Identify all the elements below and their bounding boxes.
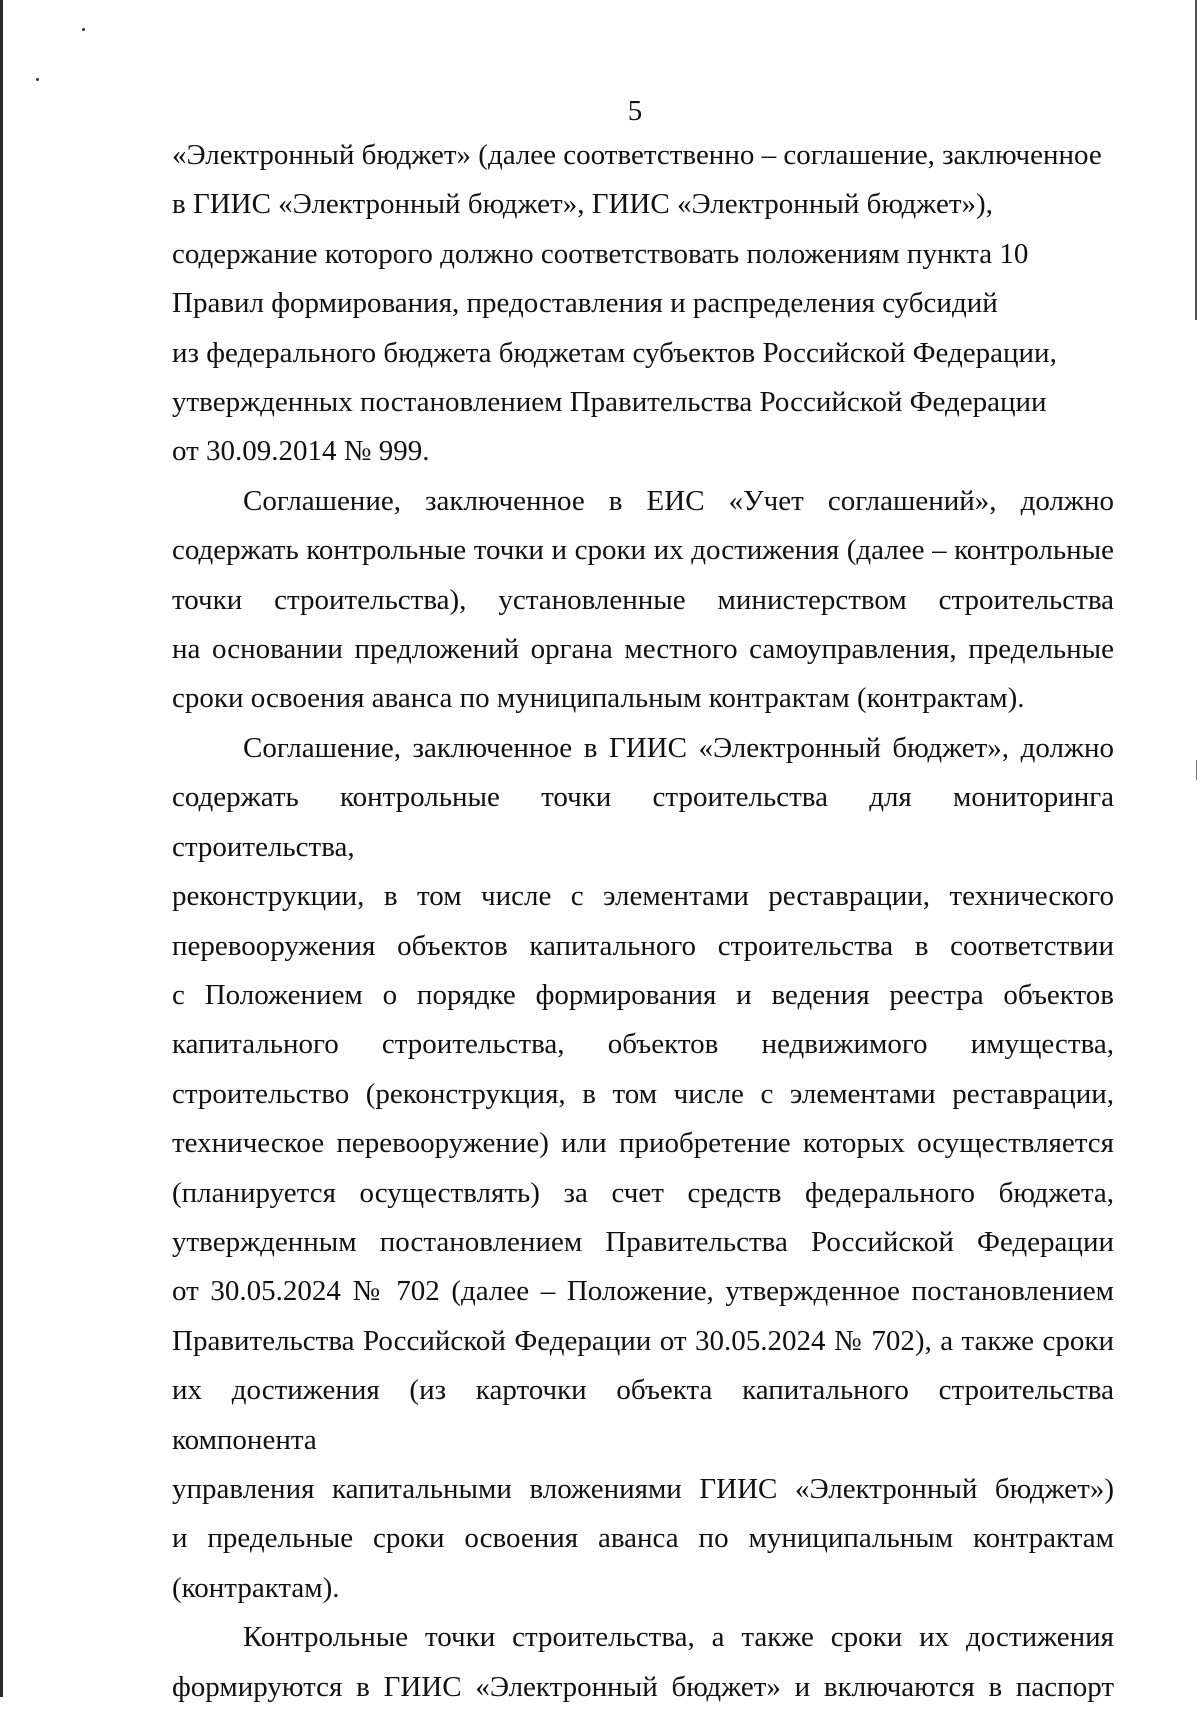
text-line: сроки освоения аванса по муниципальным контрактам (контрактам). [172,682,1025,715]
scan-speck [36,78,39,81]
text-line: на основании предложений органа местного самоуправления, предельные [172,633,1114,666]
text-line: утвержденным постановлением Правительства Российской Федерации [172,1225,1114,1258]
scan-edge-right [1195,0,1197,320]
text-line: перевооружения объектов капитального строительства в соответствии [172,929,1114,962]
text-line: их достижения (из карточки объекта капитального строительства компонента [172,1374,1114,1456]
text-line: точки строительства), установленные министерством строительства [172,583,1114,616]
text-line: капитального строительства, объектов недвижимого имущества, [172,1028,1114,1061]
text-line: Правительства Российской Федерации от 30.05.2024 № 702), а также сроки [172,1324,1114,1357]
text-line: Контрольные точки строительства, а также сроки их достижения [243,1621,1114,1654]
scan-edge-right-mark [1196,760,1197,780]
text-line: строительство (реконструкция, в том числе с элементами реставрации, [172,1077,1114,1110]
page-number: 5 [627,95,643,127]
text-line: реконструкции, в том числе с элементами реставрации, технического [172,880,1114,913]
text-line: утвержденных постановлением Правительства Российской Федерации [172,386,1047,419]
text-line: содержание которого должно соответствовать положениям пункта 10 [172,237,1029,270]
text-line: «Электронный бюджет» (далее соответственно – соглашение, заключенное [172,139,1102,171]
text-line: содержать контрольные точки и сроки их достижения (далее – контрольные [172,534,1114,567]
paragraph-1 [172,131,1114,477]
text-line: Соглашение, заключенное в ГИИС «Электронный бюджет», должно [243,731,1114,764]
scan-speck [82,28,85,31]
text-line: техническое перевооружение) или приобретение которых осуществляется [172,1127,1114,1160]
text-line: и предельные сроки освоения аванса по муниципальным контрактам [172,1522,1114,1555]
text-line: от 30.05.2024 № 702 (далее – Положение, утвержденное постановлением [172,1275,1114,1308]
text-line: от 30.09.2014 № 999. [172,435,430,468]
text-line: (планируется осуществлять) за счет средств федерального бюджета, [172,1176,1114,1209]
paragraph-3 [172,724,1114,1613]
text-line: Правил формирования, предоставления и распределения субсидий [172,287,998,320]
text-line: в ГИИС «Электронный бюджет», ГИИС «Электронный бюджет»), [172,188,993,221]
paragraph-4 [172,1613,1114,1712]
text-line: из федерального бюджета бюджетам субъектов Российской Федерации, [172,336,1057,369]
text-line: (контрактам). [172,1571,340,1604]
scan-edge-left [0,0,3,1697]
paragraph-2 [172,477,1114,724]
text-line: формируются в ГИИС «Электронный бюджет» и включаются в паспорт [172,1670,1114,1703]
document-body [172,131,1114,1712]
text-line: Соглашение, заключенное в ЕИС «Учет соглашений», должно [243,484,1114,517]
text-line: с Положением о порядке формирования и ведения реестра объектов [172,978,1114,1011]
text-line: управления капитальными вложениями ГИИС «Электронный бюджет») [172,1472,1114,1505]
text-line: содержать контрольные точки строительства для мониторинга строительства, [172,781,1114,863]
